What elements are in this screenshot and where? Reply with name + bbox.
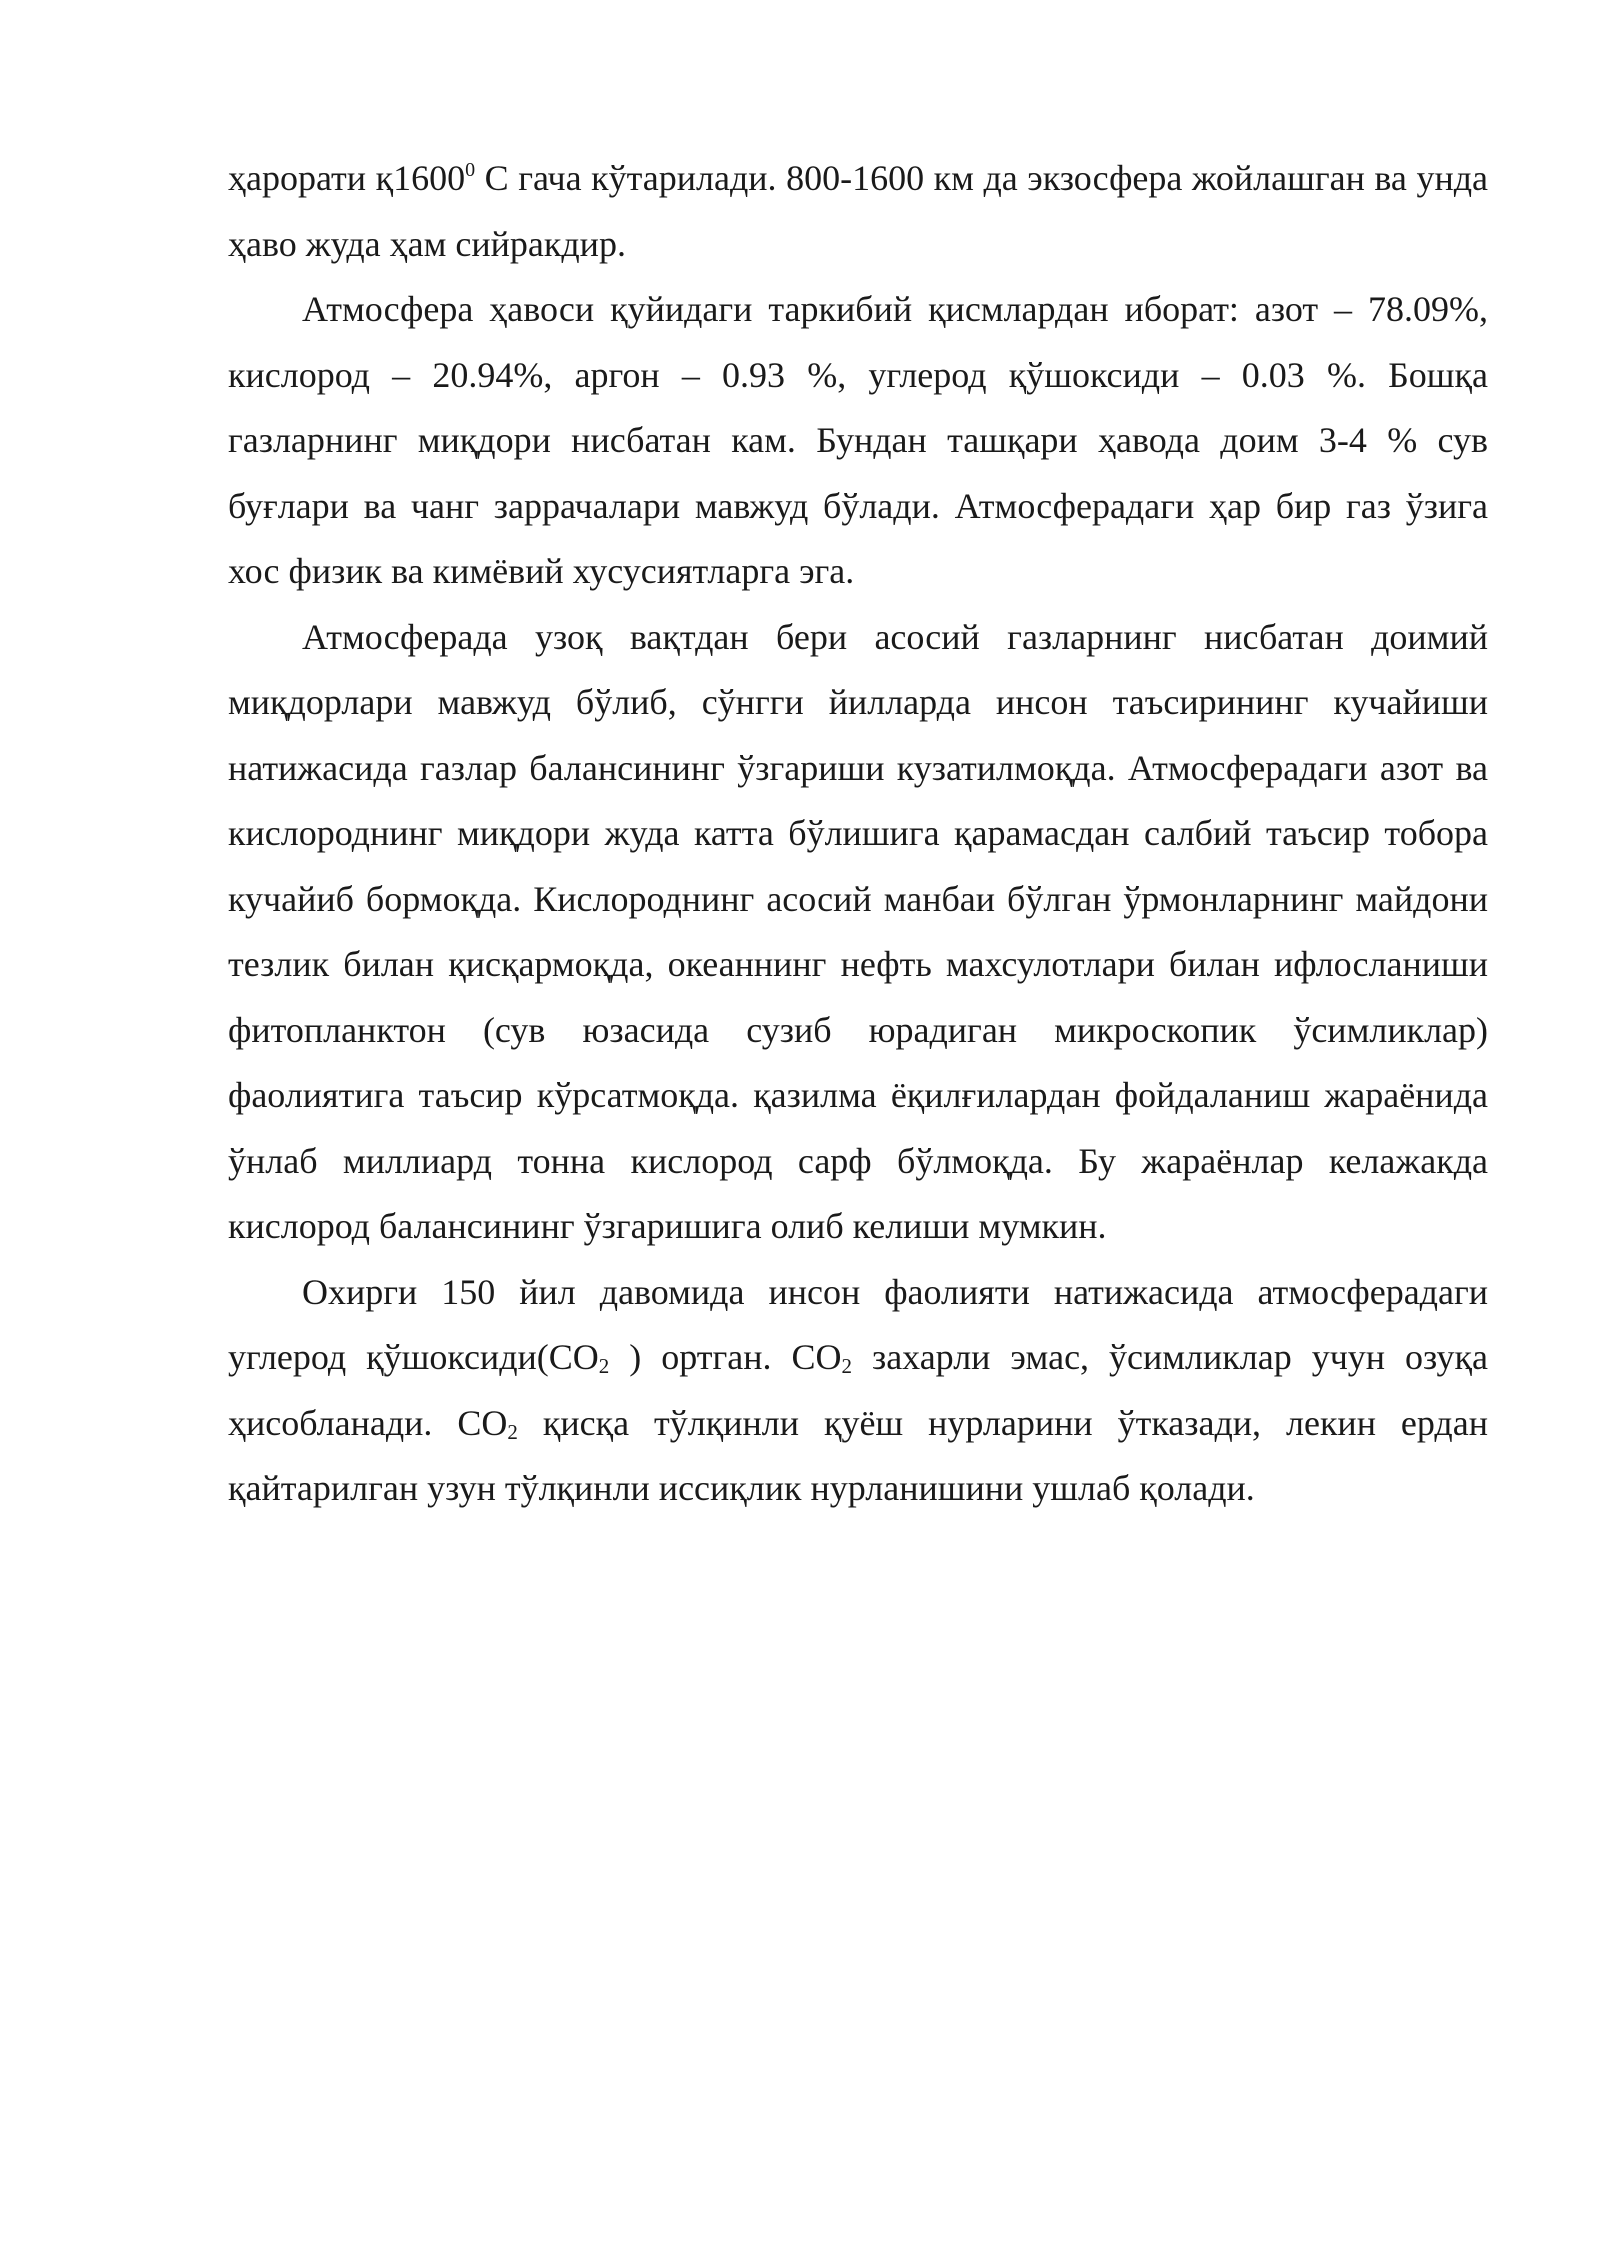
co2-text-part-1: Охирги 150 йил давомида инсон фаолияти натижасида атмосферадаги углерод қўшоксиди(СО — [228, 1271, 1488, 1377]
paragraph-continuation — [228, 146, 1488, 277]
co2-text-part-4: қисқа тўлқинли қуёш нурларини ўтказади, лекин ердан қайтарилган узун тўлқинли иссиқлик нурланишини ушлаб қолади. — [228, 1402, 1488, 1508]
paragraph-atmosphere-composition: Атмосфера ҳавоси қуйидаги таркибий қисмлардан иборат: азот – 78.09%, кислород – 20.94%, аргон – 0.93 %, углерод қўшоксиди – 0.03 %. Бошқа газларнинг миқдори нисбатан кам. Бундан ташқари ҳавода доим 3-4 % сув буғлари ва чанг заррачалари мавжуд бўлади. Атмосферадаги ҳар бир газ ўзига хос физик ва кимёвий хусусиятларга эга. — [228, 289, 1488, 591]
paragraph-gas-balance: Атмосферада узоқ вақтдан бери асосий газларнинг нисбатан доимий миқдорлари мавжуд бўлиб, сўнгги йилларда инсон таъсирининг кучайиши натижасида газлар балансининг ўзгариши кузатилмоқда. Атмосферадаги азот ва кислороднинг миқдори жуда катта бўлишига қарамасдан салбий таъсир тобора кучайиб бормоқда. Кислороднинг асосий манбаи бўлган ўрмонларнинг майдони тезлик билан қисқармоқда, океаннинг нефть махсулотлари билан ифлосланиши фитопланктон (сув юзасида сузиб юрадиган микроскопик ўсимликлар) фаолиятига таъсир кўрсатмоқда. қазилма ёқилғилардан фойдаланиш жараёнида ўнлаб миллиард тонна кислород сарф бўлмоқда. Бу жараёнлар келажакда кислород балансининг ўзгаришига олиб келиши мумкин. — [228, 616, 1488, 1246]
paragraph-1-text-end: С гача кўтарилади. 800-1600 км да экзосфера жойлашган ва унда ҳаво жуда ҳам сийракдир. — [228, 158, 1489, 264]
subscript-2: 2 — [507, 1419, 518, 1444]
co2-text-part-3: захарли эмас, ўсимликлар учун озуқа ҳисобланади. СО — [228, 1337, 1488, 1443]
co2-text-part-2: ) ортган. СО — [609, 1337, 842, 1377]
paragraph-carbon-dioxide — [228, 1260, 1488, 1522]
subscript-2: 2 — [598, 1354, 610, 1378]
degree-superscript: 0 — [465, 159, 476, 181]
paragraph-1-text-start: ҳарорати қ1600 — [228, 158, 466, 198]
document-body — [228, 146, 1488, 1522]
subscript-2: 2 — [841, 1354, 852, 1378]
